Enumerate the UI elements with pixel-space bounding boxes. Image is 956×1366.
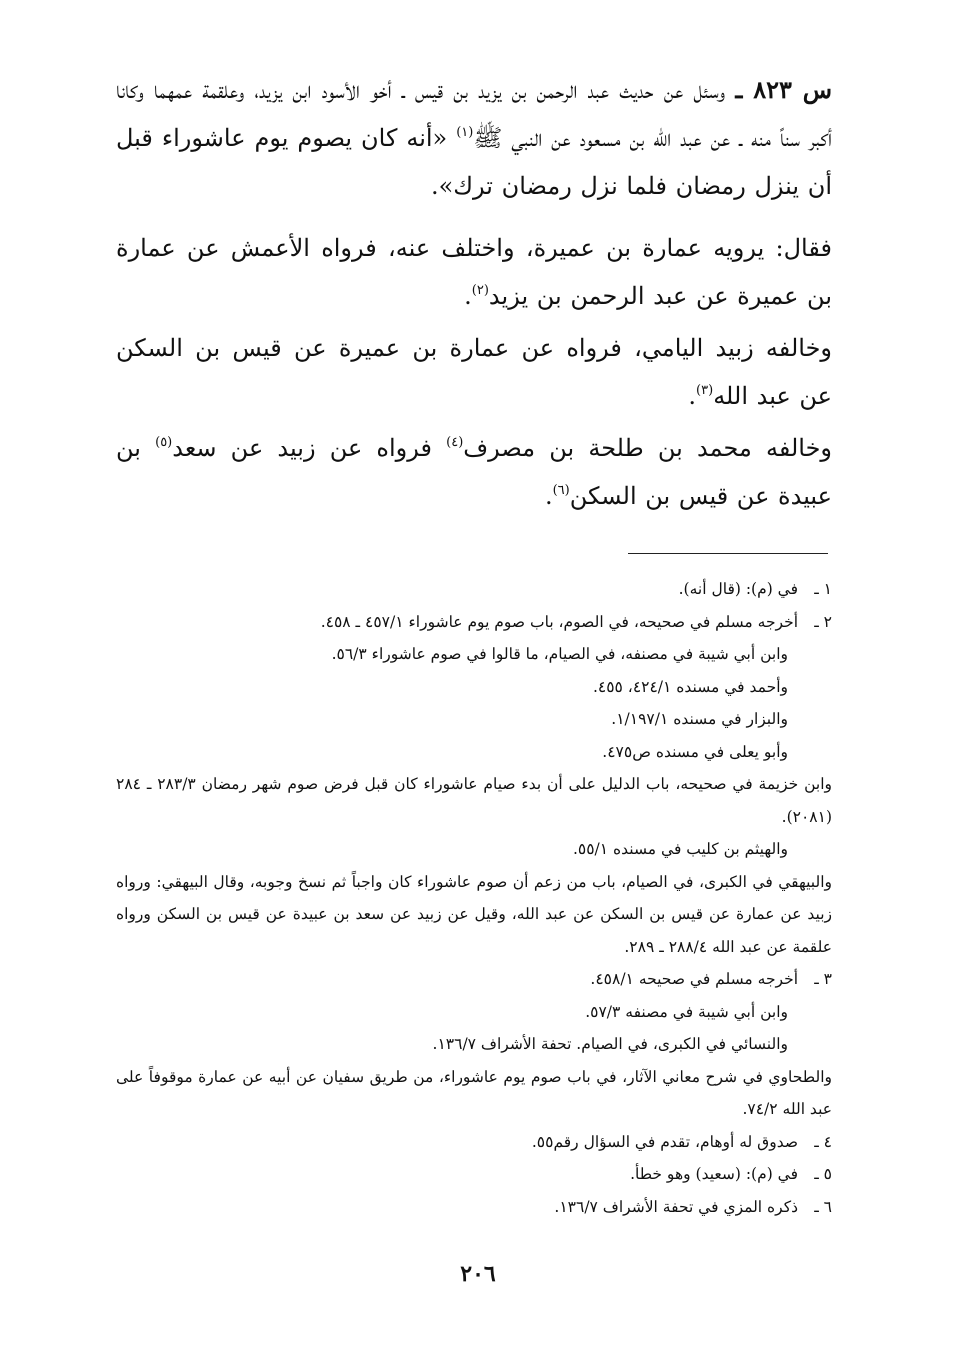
footnote-2: ٢ ـأخرجه مسلم في صحيحه، في الصوم، باب صوم يوم عاشوراء ٤٥٧/١ ـ ٤٥٨. — [116, 606, 832, 639]
answer-text-3b: فرواه عن زبيد عن سعد — [172, 434, 447, 462]
footnote-3-line: والنسائي في الكبرى، في الصيام. تحفة الأشراف ١٣٦/٧. — [432, 1035, 788, 1053]
footnote-ref-4: (٤) — [446, 435, 464, 450]
footnote-number: ٣ ـ — [814, 970, 832, 988]
footnote-ref-2: (٢) — [471, 283, 489, 298]
footnote-2-line: والبزار في مسنده ١/١٩٧/١. — [611, 710, 788, 728]
footnote-ref-6: (٦) — [552, 483, 570, 498]
answer-text-3a: وخالفه محمد بن طلحة بن مصرف — [463, 434, 833, 462]
footnote-separator — [628, 553, 828, 554]
footnote-3-line: وابن أبي شيبة في مصنفه ٥٧/٣. — [585, 1002, 788, 1021]
footnote-5: ٥ ـفي (م): (سعيد) وهو خطأ. — [116, 1158, 832, 1191]
answer-paragraph-3: وخالفه محمد بن طلحة بن مصرف$^{(٤)}$ فرواه عن زبيد عن سعد$^{(٥)}$ بن عبيدة عن قيس بن السكن$^{(٦)}$. — [116, 434, 833, 510]
footnote-2-line: وأحمد في مسنده ٤٢٤/١، ٤٥٥. — [592, 677, 788, 696]
footnote-1: ١ ـفي (م): (قال أنه). — [116, 573, 832, 606]
footnote-2-line: والبيهقي في الكبرى، في الصيام، باب من زعم أن صوم عاشوراء كان واجباً ثم نسخ وجوبه، وقال البيهقي: ورواه زبيد عن عمارة عن قيس بن السكن عن عبد الله، وقيل عن زبيد عن سعد بن عبيدة عن قيس بن السكن ورواه علقمة عن عبد الله ٢٨٨/٤ ـ ٢٨٩. — [116, 872, 832, 956]
answer-text-3c: بن عبيدة عن قيس بن السكن — [116, 434, 832, 510]
page-number: ٢٠٦ — [460, 1261, 496, 1287]
question-text-1: وسئل عن حديث عبد الرحمن بن يزيد بن قيس ـ أخو الأسود ابن يزيد، وعلقمة عمهما وكانا أكبر سناً منه ـ عن عبد الله بن مسعود عن النبي ﷺ — [116, 76, 832, 152]
footnote-3: ٣ ـأخرجه مسلم في صحيحه ٤٥٨/١. — [116, 963, 832, 996]
footnote-2-line: وابن خزيمة في صحيحه، باب الدليل على أن بدء صيام عاشوراء كان قبل فرض صوم شهر رمضان ٢٨٣/٣ ـ ٢٨٤ (٢٠٨١). — [116, 775, 832, 826]
footnote-ref-5: (٥) — [155, 435, 173, 450]
footnote-number: ١ ـ — [814, 580, 832, 598]
footnote-2-line: والهيثم بن كليب في مسنده ٥٥/١. — [572, 840, 788, 858]
main-text — [116, 66, 832, 524]
footnotes — [116, 573, 832, 1223]
question-number: س ٨٢٣ ـ — [735, 75, 832, 104]
answer-paragraph-2: وخالفه زبيد اليامي، فرواه عن عمارة بن عميرة عن قيس بن السكن عن عبد الله$^{(٣)}$. — [116, 334, 832, 410]
footnote-2-line: وابن أبي شيبة في مصنفه، في الصيام، ما قالوا في صوم عاشوراء ٥٦/٣. — [331, 645, 788, 663]
question-paragraph — [116, 66, 832, 210]
footnote-number: ٥ ـ — [814, 1165, 832, 1183]
footnote-number: ٢ ـ — [814, 612, 832, 631]
footnote-ref-1: (١) — [456, 125, 474, 140]
footnote-3-line: والطحاوي في شرح معاني الآثار، في باب صوم يوم عاشوراء، من طريق سفيان عن أبيه عن عمارة موقوفاً على عبد الله ٧٤/٢. — [116, 1067, 832, 1118]
footnote-4: ٤ ـصدوق له أوهام، تقدم في السؤال رقم٥٥. — [116, 1126, 832, 1159]
answer-paragraph-1: فقال: يرويه عمارة بن عميرة، واختلف عنه، فرواه الأعمش عن عمارة بن عميرة عن عبد الرحمن بن يزيد$^{(٢)}$. — [116, 234, 832, 310]
question-text-2: «أنه كان يصوم يوم عاشوراء قبل أن ينزل رمضان فلما نزل رمضان ترك». — [116, 124, 832, 200]
footnote-number: ٦ ـ — [814, 1197, 832, 1216]
answer-text-2: وخالفه زبيد اليامي، فرواه عن عمارة بن عميرة عن قيس بن السكن عن عبد الله — [116, 334, 832, 410]
footnote-6: ٦ ـذكره المزي في تحفة الأشراف ١٣٦/٧. — [116, 1191, 832, 1224]
answer-text-1: فقال: يرويه عمارة بن عميرة، واختلف عنه، فرواه الأعمش عن عمارة بن عميرة عن عبد الرحمن بن يزيد — [116, 234, 832, 310]
footnote-2-line: وأبو يعلى في مسنده ص٤٧٥. — [602, 742, 788, 761]
footnote-ref-3: (٣) — [696, 383, 714, 398]
footnote-number: ٤ ـ — [814, 1132, 832, 1151]
